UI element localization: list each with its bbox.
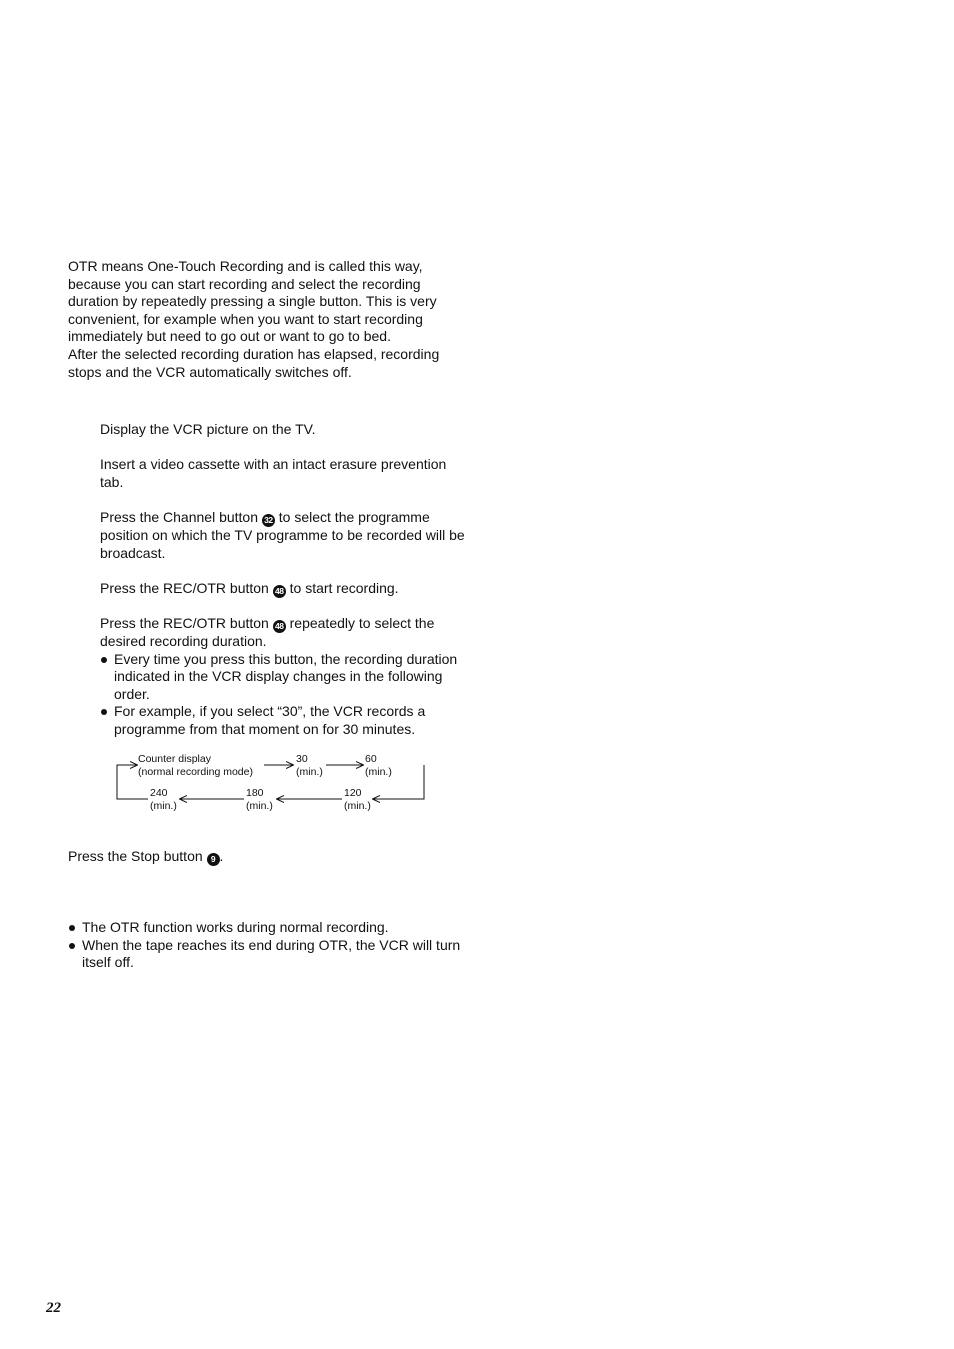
label-30-value: 30 [296,753,308,765]
step-5-text [100,615,470,651]
rec-otr-button-ref-icon: 48 [273,585,286,598]
note-2: When the tape reaches its end during OTR, the VCR will turn itself off. [68,937,468,972]
stop-text-b: . [219,848,224,864]
step-4-text-a: Press the REC/OTR button [100,580,273,596]
stop-button-ref-icon: 9 [207,853,220,866]
page-number: 22 [46,1300,61,1316]
otr-duration-cycle-diagram [112,750,432,814]
label-60-unit: (min.) [365,765,392,778]
label-120-value: 120 [344,787,362,799]
channel-button-ref-icon: 32 [262,514,275,527]
rec-otr-button-ref-icon-2: 48 [273,620,286,633]
note-1: The OTR function works during normal recording. [68,919,468,937]
label-180-unit: (min.) [246,799,273,812]
counter-display-line-2: (normal recording mode) [138,765,253,778]
step-5-bullet-2: For example, if you select “30”, the VCR records a programme from that moment on for 30 minutes. [100,703,470,738]
counter-display-line-1: Counter display [138,753,211,765]
label-180-value: 180 [246,787,264,799]
label-30-unit: (min.) [296,765,323,778]
label-60-value: 60 [365,753,377,765]
step-5-text-a: Press the REC/OTR button [100,615,273,631]
step-5-bullets [100,651,470,739]
step-3-text-a: Press the Channel button [100,509,262,525]
step-3 [100,509,470,562]
intro-section [68,258,468,381]
intro-paragraph-2: After the selected recording duration has elapsed, recording stops and the VCR automatically switches off. [68,345,440,380]
stop-instruction [68,848,468,866]
step-4-text-b: to start recording. [285,580,399,596]
label-120 [344,787,371,812]
step-4 [100,580,470,598]
counter-display-label [138,753,253,778]
step-2: Insert a video cassette with an intact erasure prevention tab. [100,456,447,490]
intro-paragraph-1: OTR means One-Touch Recording and is called this way, because you can start recording and select the recording duration by repeatedly pressing a single button. This is very convenient, for example when you want to start recording immediately but need to go out or want to go to bed. [68,258,437,345]
label-240-value: 240 [150,787,168,799]
label-30 [296,753,323,778]
step-5-bullet-1: Every time you press this button, the recording duration indicated in the VCR display changes in the following order. [100,651,470,704]
step-5 [100,615,470,739]
label-180 [246,787,273,812]
label-240 [150,787,177,812]
label-120-unit: (min.) [344,799,371,812]
label-240-unit: (min.) [150,799,177,812]
step-5-text-b: repeatedly to select the desired recording duration. [100,615,435,649]
notes-list [68,919,468,972]
step-3-text-b: to select the programme position on which the TV programme to be recorded will be broadcast. [100,509,465,561]
stop-text-a: Press the Stop button [68,848,207,864]
step-1: Display the VCR picture on the TV. [100,421,316,437]
label-60 [365,753,392,778]
